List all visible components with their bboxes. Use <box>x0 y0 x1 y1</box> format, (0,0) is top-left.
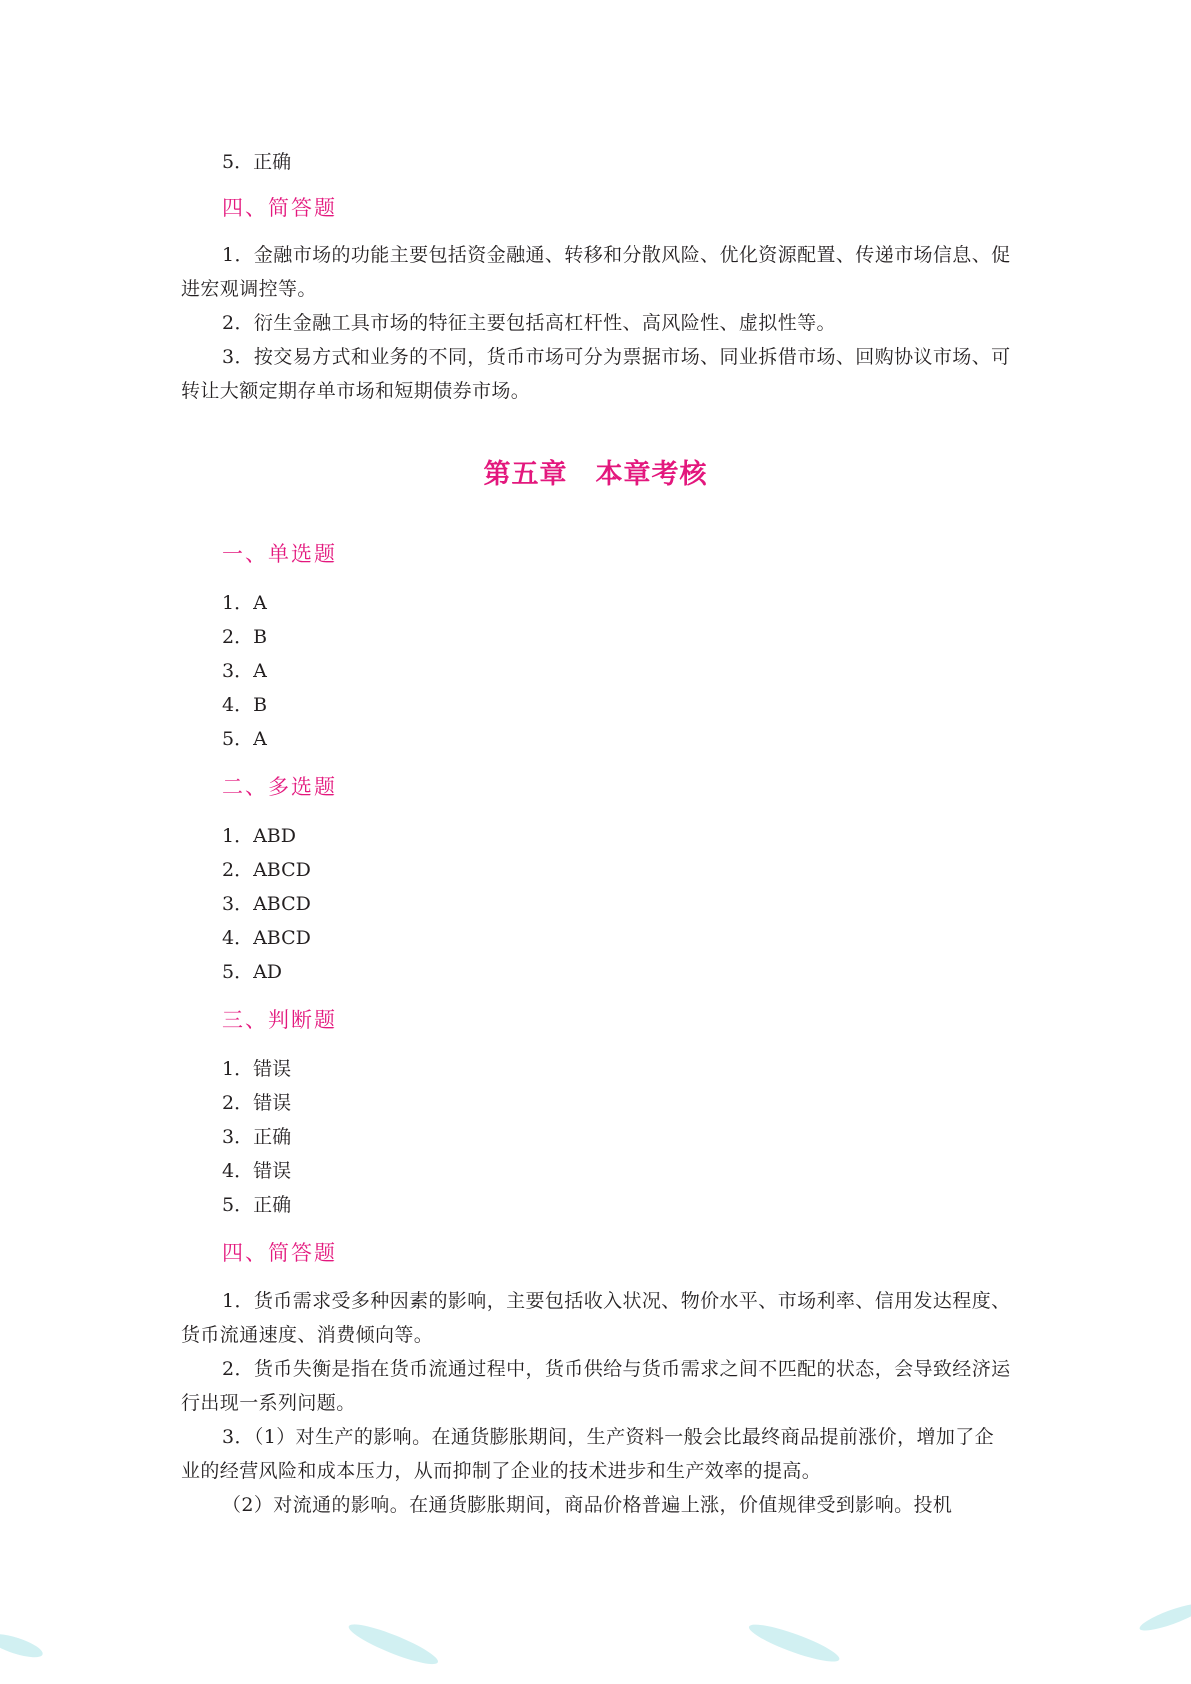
watermark-decoration <box>0 1600 1191 1684</box>
short-answer-2-prev: 2．衍生金融工具市场的特征主要包括高杠杆性、高风险性、虚拟性等。 <box>222 312 836 334</box>
multi-choice-answer-2: 2．ABCD <box>222 859 311 881</box>
watermark-logo-2 <box>345 1618 441 1671</box>
short-answer-list-prev <box>181 238 1011 408</box>
single-choice-answer-1: 1．A <box>222 592 267 614</box>
short-answer-1: 1．货币需求受多种因素的影响，主要包括收入状况、物价水平、市场利率、信用发达程度、货币流通速度、消费倾向等。 <box>181 1290 1011 1346</box>
watermark-logo-3 <box>746 1618 842 1668</box>
watermark-logo-1 <box>0 1629 45 1662</box>
multi-choice-answer-5: 5．AD <box>222 961 283 983</box>
multi-choice-answer-3: 3．ABCD <box>222 893 311 915</box>
tf-answer-3: 3．正确 <box>222 1126 292 1148</box>
tf-answer-5: 5．正确 <box>222 1194 292 1216</box>
tf-answer-4: 4．错误 <box>222 1160 292 1182</box>
single-choice-answer-5: 5．A <box>222 728 267 750</box>
section-heading-multi-choice: 二、多选题 <box>222 775 337 799</box>
chapter-number: 第五章 <box>483 459 568 490</box>
watermark-logo-4 <box>1137 1600 1191 1635</box>
short-answer-3-part-2: （2）对流通的影响。在通货膨胀期间，商品价格普遍上涨，价值规律受到影响。投机 <box>222 1494 953 1516</box>
short-answer-2: 2．货币失衡是指在货币流通过程中，货币供给与货币需求之间不匹配的状态，会导致经济运行出现一系列问题。 <box>181 1358 1011 1414</box>
short-answer-3-prev: 3．按交易方式和业务的不同，货币市场可分为票据市场、同业拆借市场、回购协议市场、可转让大额定期存单市场和短期债券市场。 <box>181 346 1011 402</box>
section-heading-short-answer-prev: 四、简答题 <box>222 196 337 220</box>
single-choice-answer-3: 3．A <box>222 660 267 682</box>
short-answer-1-prev: 1．金融市场的功能主要包括资金融通、转移和分散风险、优化资源配置、传递市场信息、促进宏观调控等。 <box>181 244 1011 300</box>
short-answer-3: 3．（1）对生产的影响。在通货膨胀期间，生产资料一般会比最终商品提前涨价，增加了企业的经营风险和成本压力，从而抑制了企业的技术进步和生产效率的提高。 <box>181 1426 995 1482</box>
multi-choice-answer-4: 4．ABCD <box>222 927 311 949</box>
section-heading-true-false: 三、判断题 <box>222 1008 337 1032</box>
short-answer-list <box>181 1284 1011 1522</box>
single-choice-answer-2: 2．B <box>222 626 268 648</box>
single-choice-answer-4: 4．B <box>222 694 268 716</box>
tf-answer-5-prev: 5．正确 <box>222 151 292 173</box>
chapter-title <box>0 458 1191 492</box>
section-heading-single-choice: 一、单选题 <box>222 542 337 566</box>
chapter-name: 本章考核 <box>595 459 708 490</box>
section-heading-short-answer: 四、简答题 <box>222 1241 337 1265</box>
multi-choice-answer-1: 1．ABD <box>222 825 297 847</box>
tf-answer-2: 2．错误 <box>222 1092 292 1114</box>
tf-answer-1: 1．错误 <box>222 1058 292 1080</box>
